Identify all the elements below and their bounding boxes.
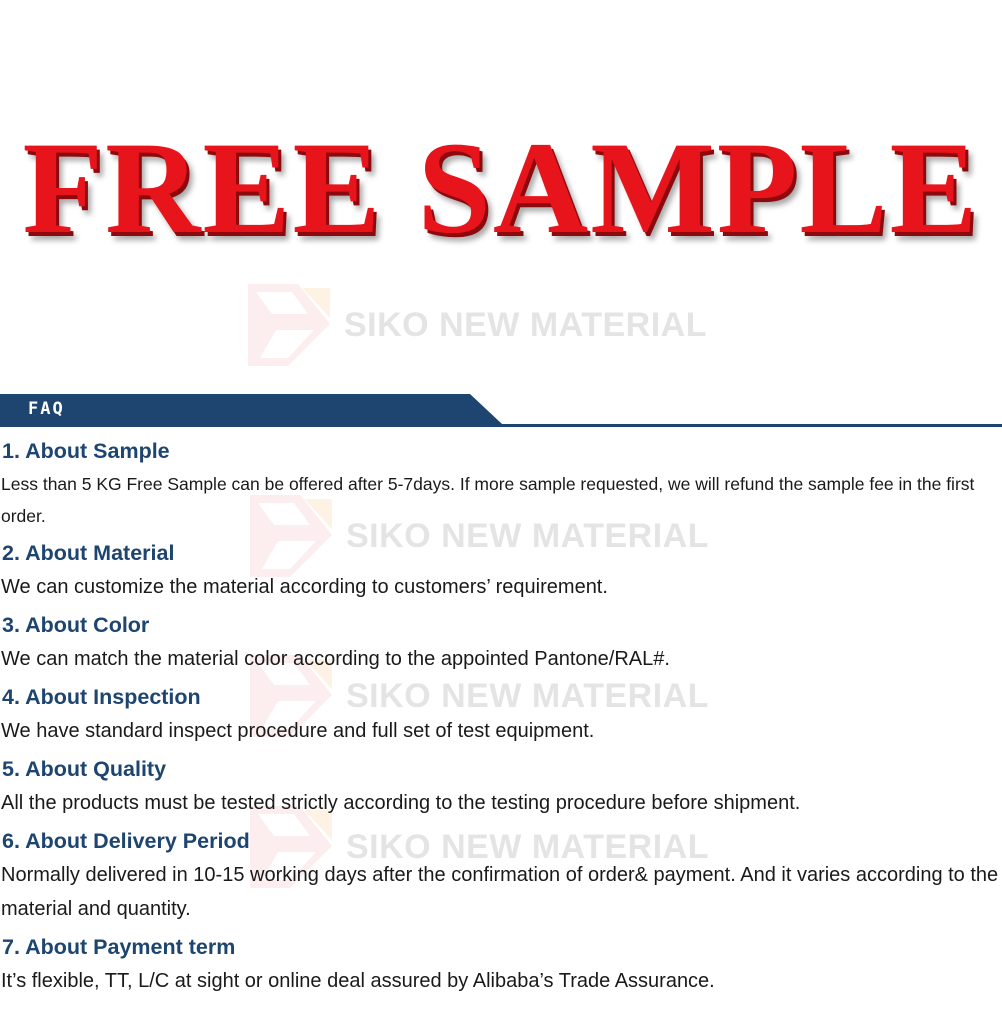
- watermark: [248, 284, 707, 366]
- faq-item: [0, 434, 1000, 532]
- faq-list: [0, 434, 1000, 1002]
- banner-title: FREE SAMPLE: [22, 114, 980, 261]
- faq-question: 6. About Delivery Period: [2, 829, 250, 853]
- faq-question: 3. About Color: [2, 613, 150, 637]
- faq-item: [0, 680, 1000, 748]
- faq-answer: We have standard inspect procedure and full set of test equipment.: [1, 720, 595, 742]
- faq-answer: Less than 5 KG Free Sample can be offered after 5-7days. If more sample requested, we will refund the sample fee in the first order.: [1, 474, 975, 526]
- faq-answer: All the products must be tested strictly according to the testing procedure before shipment.: [1, 792, 801, 814]
- faq-label: FAQ: [28, 399, 65, 419]
- faq-item: [0, 930, 1000, 998]
- siko-logo-icon: [248, 284, 330, 366]
- watermark-text: SIKO NEW MATERIAL: [344, 305, 707, 344]
- faq-question: 7. About Payment term: [2, 935, 236, 959]
- faq-question: 4. About Inspection: [2, 685, 201, 709]
- faq-answer: It’s flexible, TT, L/C at sight or online deal assured by Alibaba’s Trade Assurance.: [1, 970, 715, 992]
- faq-answer: We can customize the material according to customers’ requirement.: [1, 576, 608, 598]
- faq-question: 1. About Sample: [2, 439, 170, 463]
- faq-question: 2. About Material: [2, 541, 175, 565]
- faq-item: [0, 608, 1000, 676]
- faq-answer: We can match the material color according to the appointed Pantone/RAL#.: [1, 648, 670, 670]
- watermark-text: SIKO NEW MATERIAL: [346, 676, 709, 715]
- faq-item: [0, 824, 1000, 926]
- free-sample-banner: [0, 114, 1002, 261]
- faq-item: [0, 752, 1000, 820]
- faq-question: 5. About Quality: [2, 757, 167, 781]
- faq-answer: Normally delivered in 10-15 working days after the confirmation of order& payment. And it varies according to the material and quantity.: [1, 864, 999, 920]
- faq-item: [0, 536, 1000, 604]
- faq-header-bar: [0, 394, 1002, 430]
- watermark-text: SIKO NEW MATERIAL: [346, 827, 709, 866]
- watermark-text: SIKO NEW MATERIAL: [346, 516, 709, 555]
